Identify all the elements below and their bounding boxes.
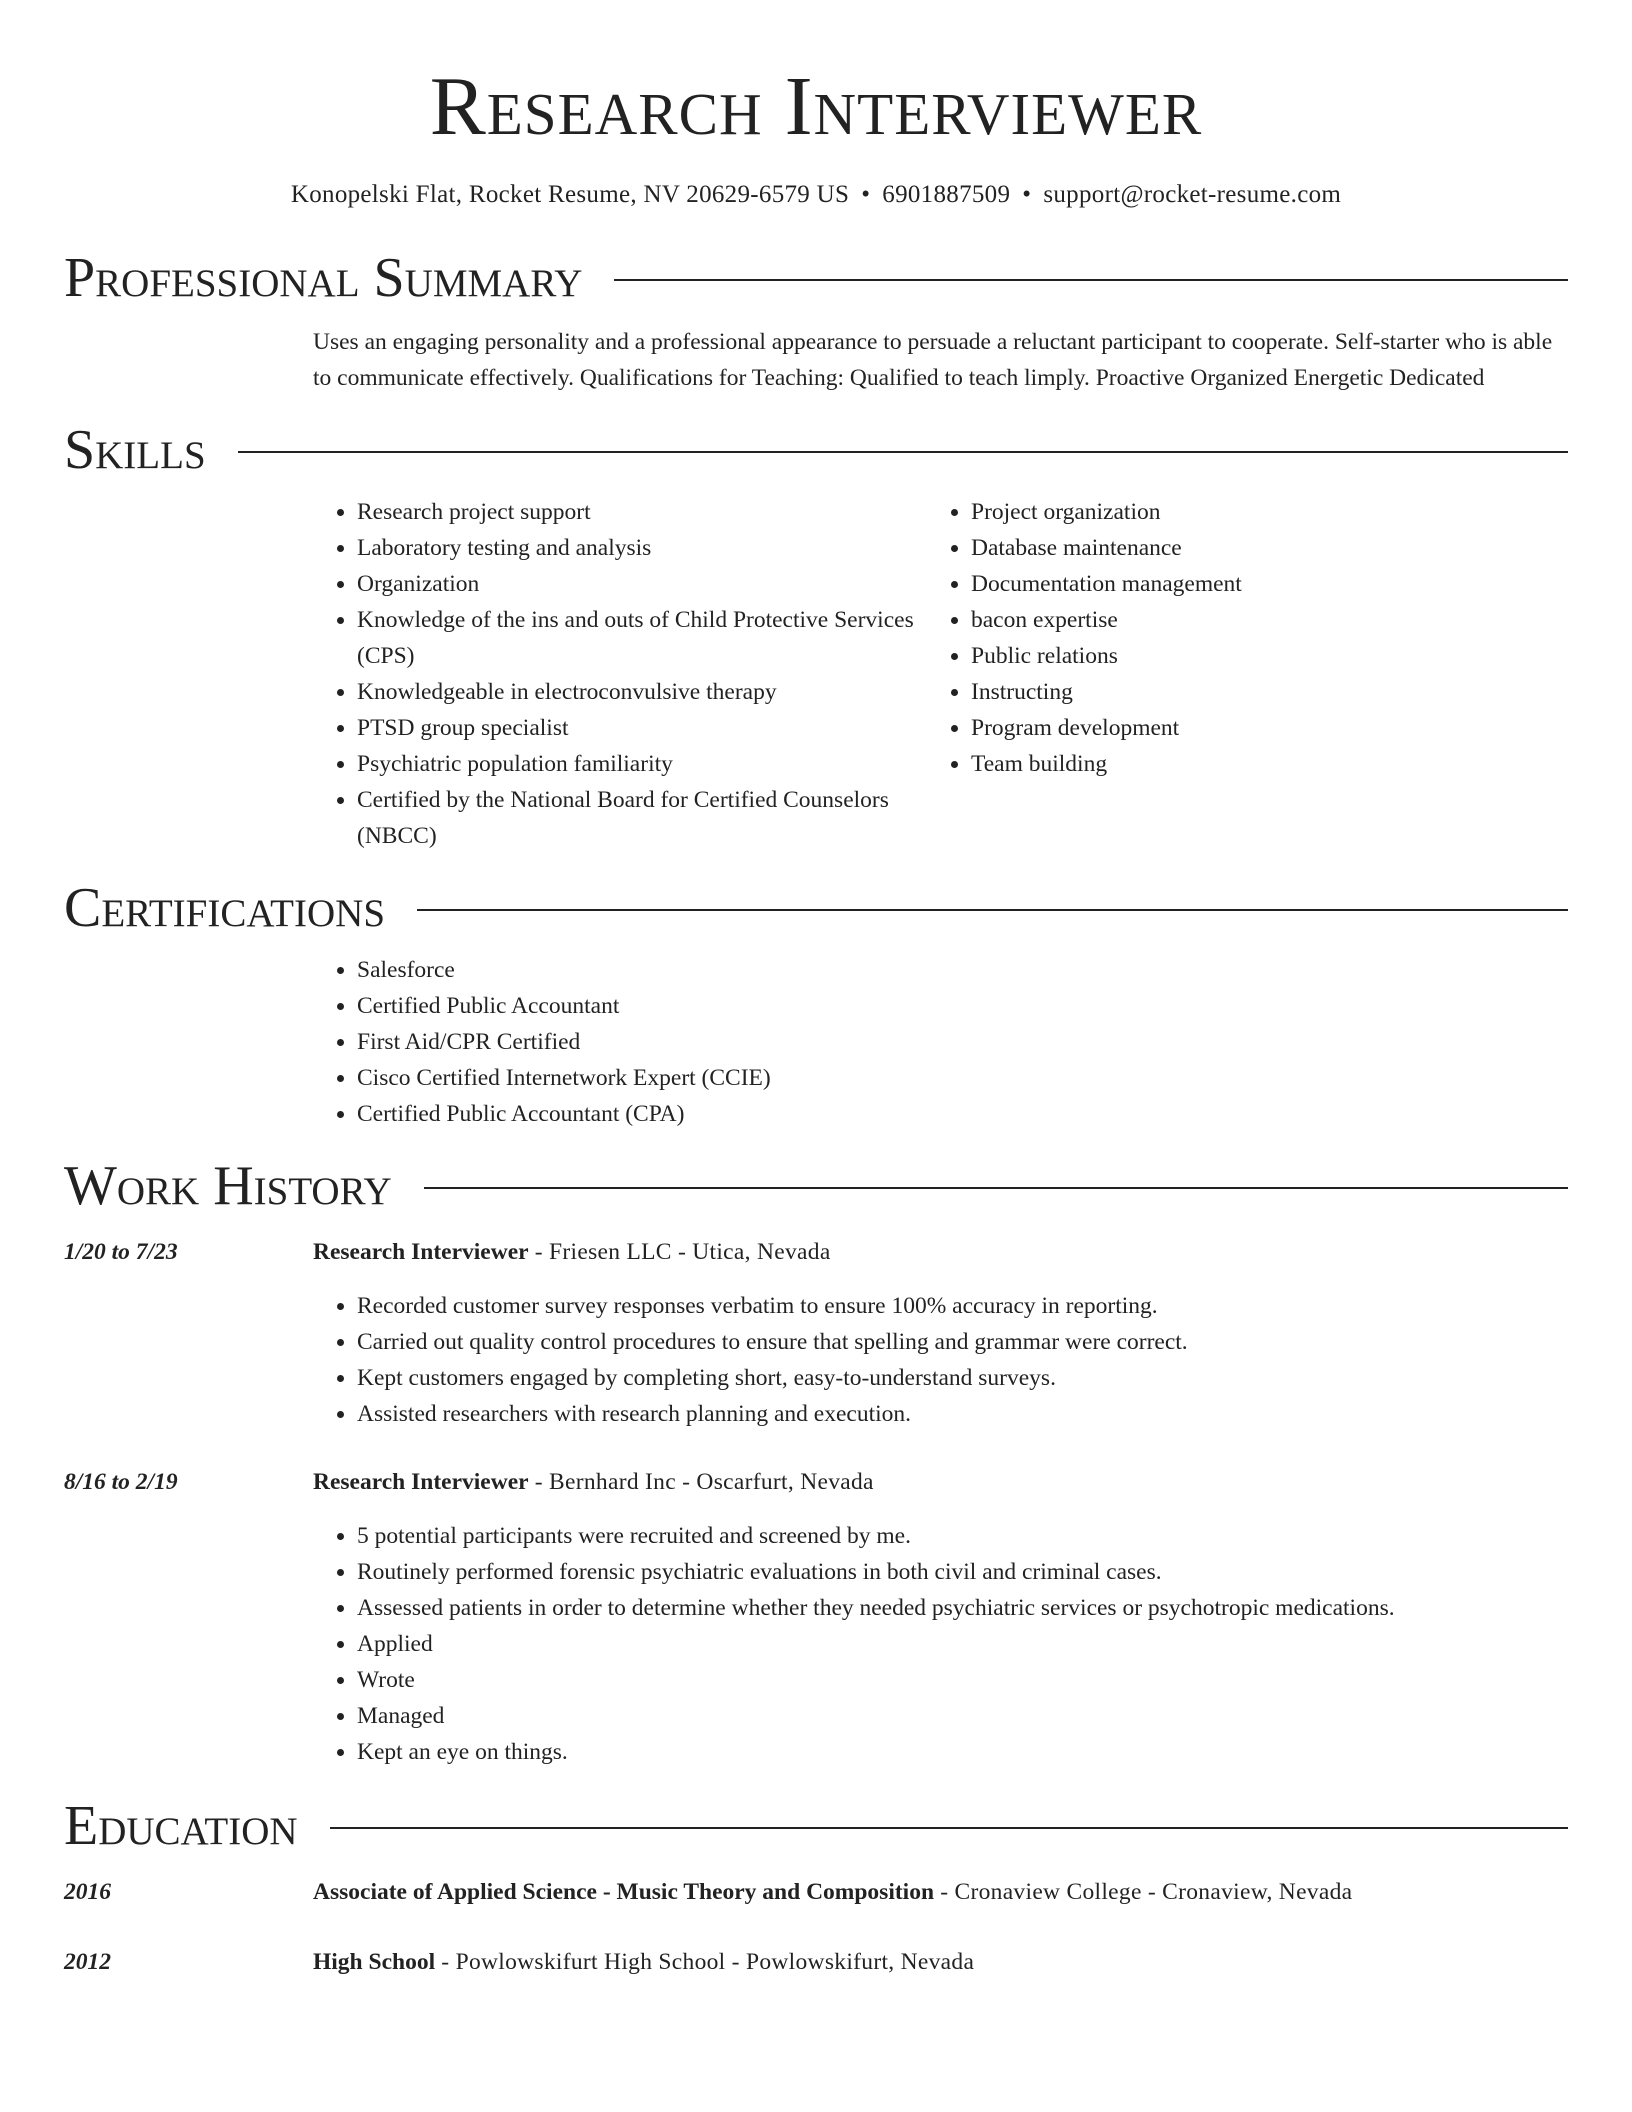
list-item: • Program development — [971, 710, 1568, 746]
job-bullets — [313, 1518, 1568, 1770]
section-divider — [417, 909, 1568, 911]
education-school: - Cronaview College - Cronaview, Nevada — [934, 1879, 1353, 1905]
work-heading: Work History — [64, 1155, 392, 1217]
list-item: • Project organization — [971, 494, 1568, 530]
list-item: • Team building — [971, 746, 1568, 782]
list-item: • Wrote — [357, 1662, 1568, 1698]
list-item: • Laboratory testing and analysis — [357, 530, 927, 566]
list-item: • Routinely performed forensic psychiatric evaluations in both civil and criminal cases. — [357, 1554, 1568, 1590]
education-section-header — [64, 1794, 1568, 1858]
list-item: • Database maintenance — [971, 530, 1568, 566]
certifications-body — [313, 952, 1568, 1132]
list-item: • Assisted researchers with research planning and execution. — [357, 1396, 1568, 1432]
section-divider — [238, 451, 1568, 453]
education-degree: High School — [313, 1949, 436, 1975]
skills-list-left — [313, 494, 927, 854]
summary-heading: Professional Summary — [64, 247, 583, 309]
education-entry — [64, 1944, 1568, 1980]
job-bullets — [313, 1288, 1568, 1432]
job-heading — [313, 1234, 1568, 1270]
list-item: • Documentation management — [971, 566, 1568, 602]
list-item: • Certified Public Accountant — [357, 988, 1568, 1024]
summary-section-header — [64, 246, 1568, 310]
list-item: • 5 potential participants were recruited and screened by me. — [357, 1518, 1568, 1554]
job-employer: - Friesen LLC - Utica, Nevada — [528, 1239, 831, 1265]
education-heading-line — [313, 1944, 1568, 1980]
job-dates: 8/16 to 2/19 — [64, 1469, 178, 1495]
contact-separator: • — [1022, 181, 1032, 208]
list-item: • Knowledgeable in electroconvulsive therapy — [357, 674, 927, 710]
contact-separator: • — [861, 181, 871, 208]
education-heading-line — [313, 1874, 1568, 1910]
section-divider — [330, 1827, 1568, 1829]
list-item: • Managed — [357, 1698, 1568, 1734]
education-year: 2016 — [64, 1879, 111, 1905]
list-item: • Certified Public Accountant (CPA) — [357, 1096, 1568, 1132]
list-item: • PTSD group specialist — [357, 710, 927, 746]
list-item: • Salesforce — [357, 952, 1568, 988]
list-item: • Certified by the National Board for Certified Counselors (NBCC) — [357, 782, 927, 854]
contact-address: Konopelski Flat, Rocket Resume, NV 20629-6579 US — [290, 181, 850, 208]
candidate-name: Research Interviewer — [429, 60, 1203, 153]
list-item: • Cisco Certified Internetwork Expert (CCIE) — [357, 1060, 1568, 1096]
job-bullet-list — [313, 1288, 1568, 1432]
education-year: 2012 — [64, 1949, 111, 1975]
list-item: • Psychiatric population familiarity — [357, 746, 927, 782]
certifications-section-header — [64, 876, 1568, 940]
education-school: - Powlowskifurt High School - Powlowskifurt, Nevada — [435, 1949, 975, 1975]
summary-body — [313, 324, 1568, 396]
list-item: • Applied — [357, 1626, 1568, 1662]
job-entry — [64, 1234, 1568, 1270]
job-entry — [64, 1464, 1568, 1500]
list-item: • Kept customers engaged by completing short, easy-to-understand surveys. — [357, 1360, 1568, 1396]
job-heading — [313, 1464, 1568, 1500]
skills-list-right — [927, 494, 1568, 782]
job-bullet-list — [313, 1518, 1568, 1770]
certifications-list — [313, 952, 1568, 1132]
work-section-header — [64, 1154, 1568, 1218]
section-divider — [424, 1187, 1568, 1189]
section-divider — [614, 279, 1568, 281]
contact-phone: 6901887509 — [882, 181, 1011, 208]
certifications-heading: Certifications — [64, 877, 386, 939]
summary-text: Uses an engaging personality and a professional appearance to persuade a reluctant participant to cooperate. Self-starter who is able to communicate effectively. Qualifications for Teaching: Qualified to teach limply. Proactive Organized Energetic Dedicated — [313, 329, 1553, 391]
list-item: • Carried out quality control procedures to ensure that spelling and grammar were correct. — [357, 1324, 1568, 1360]
job-title: Research Interviewer — [313, 1239, 529, 1265]
job-employer: - Bernhard Inc - Oscarfurt, Nevada — [528, 1469, 874, 1495]
list-item: • First Aid/CPR Certified — [357, 1024, 1568, 1060]
education-entry — [64, 1874, 1568, 1910]
list-item: • Public relations — [971, 638, 1568, 674]
contact-email: support@rocket-resume.com — [1043, 181, 1342, 208]
job-title: Research Interviewer — [313, 1469, 529, 1495]
list-item: • Research project support — [357, 494, 927, 530]
contact-line — [64, 180, 1568, 210]
list-item: • Instructing — [971, 674, 1568, 710]
list-item: • Organization — [357, 566, 927, 602]
skills-columns — [313, 494, 1568, 854]
list-item: • Assessed patients in order to determine whether they needed psychiatric services or psychotropic medications. — [357, 1590, 1568, 1626]
list-item: • Recorded customer survey responses verbatim to ensure 100% accuracy in reporting. — [357, 1288, 1568, 1324]
education-degree: Associate of Applied Science - Music Theory and Composition — [313, 1879, 935, 1905]
skills-column-left — [313, 494, 927, 854]
skills-section-header — [64, 418, 1568, 482]
skills-column-right — [927, 494, 1568, 854]
job-dates: 1/20 to 7/23 — [64, 1239, 178, 1265]
list-item: • Knowledge of the ins and outs of Child Protective Services (CPS) — [357, 602, 927, 674]
skills-heading: Skills — [64, 419, 206, 481]
list-item: • bacon expertise — [971, 602, 1568, 638]
list-item: • Kept an eye on things. — [357, 1734, 1568, 1770]
education-heading: Education — [64, 1795, 298, 1857]
